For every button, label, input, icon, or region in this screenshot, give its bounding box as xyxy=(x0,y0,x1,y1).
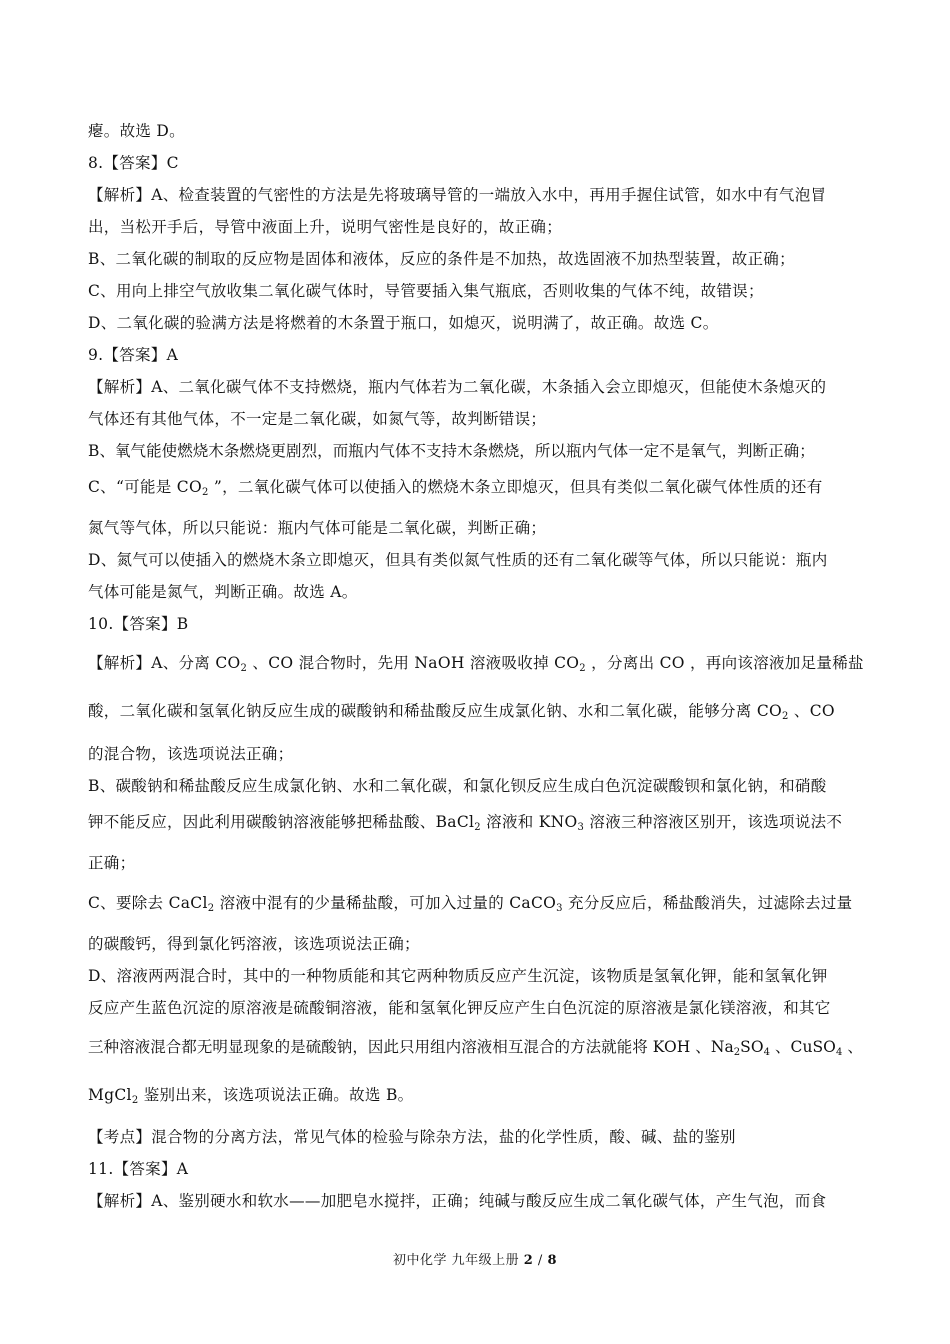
text-line: 瘪。故选 D。 xyxy=(88,122,185,140)
answer-heading-11: 11.【答案】A xyxy=(88,1160,189,1178)
page-footer xyxy=(0,1249,950,1268)
text-line: C、用向上排空气放收集二氧化碳气体时，导管要插入集气瓶底，否则收集的气体不纯，故错误； xyxy=(88,282,764,300)
text-line: C、“可能是 $CO_2$ ”，二氧化碳气体可以使插入的燃烧木条立即熄灭，但具有类似二氧化碳气体性质的还有 xyxy=(88,478,823,498)
footer-subject: 初中化学 九年级上册 xyxy=(392,1253,524,1268)
footer-page-separator: / xyxy=(533,1253,548,1268)
text-line: 气体还有其他气体，不一定是二氧化碳，如氮气等，故判断错误； xyxy=(88,410,547,428)
text-line: 【解析】A、鉴别硬水和软水——加肥皂水搅拌，正确；纯碱与酸反应生成二氧化碳气体，产生气泡，而食 xyxy=(88,1192,827,1210)
text-line: 【解析】A、分离 $CO_2$ 、CO 混合物时，先用 NaOH 溶液吸收掉 $CO_2$ ，分离出 CO ，再向该溶液加足量稀盐 xyxy=(88,654,864,674)
text-line: B、碳酸钠和稀盐酸反应生成氯化钠、水和二氧化碳，和氯化钡反应生成白色沉淀碳酸钡和氯化钠，和硝酸 xyxy=(88,777,827,795)
text-line: MgCl$_2$ 鉴别出来，该选项说法正确。故选 B。 xyxy=(88,1086,414,1106)
text-line: D、溶液两两混合时，其中的一种物质能和其它两种物质反应产生沉淀，该物质是氢氧化钾，能和氢氧化钾 xyxy=(88,967,828,985)
text-line: D、氮气可以使插入的燃烧木条立即熄灭，但具有类似氮气性质的还有二氧化碳等气体，所以只能说：瓶内 xyxy=(88,551,828,569)
text-line: 钾不能反应，因此利用碳酸钠溶液能够把稀盐酸、BaCl$_2$ 溶液和 $KNO_3$ 溶液三种溶液区别开，该选项说法不 xyxy=(88,813,843,833)
text-line: D、二氧化碳的验满方法是将燃着的木条置于瓶口，如熄灭，说明满了，故正确。故选 C。 xyxy=(88,314,719,332)
footer-page-total: 8 xyxy=(547,1253,557,1268)
answer-heading-10: 10.【答案】B xyxy=(88,615,189,633)
text-line: B、二氧化碳的制取的反应物是固体和液体，反应的条件是不加热，故选固液不加热型装置，故正确； xyxy=(88,250,795,268)
text-line: 的混合物，该选项说法正确； xyxy=(88,745,294,763)
text-line: 的碳酸钙，得到氯化钙溶液，该选项说法正确； xyxy=(88,935,420,953)
text-line: 正确； xyxy=(88,854,136,872)
footer-page-current: 2 xyxy=(523,1253,534,1268)
answer-heading-8: 8.【答案】C xyxy=(88,154,179,172)
text-line: 三种溶液混合都无明显现象的是硫酸钠，因此只用组内溶液相互混合的方法就能将 KOH 、$Na_2SO_4$ 、CuSO$_4$ 、 xyxy=(88,1038,863,1058)
text-line: B、氧气能使燃烧木条燃烧更剧烈，而瓶内气体不支持木条燃烧，所以瓶内气体一定不是氧气，判断正确； xyxy=(88,442,815,460)
text-line: 氮气等气体，所以只能说：瓶内气体可能是二氧化碳，判断正确； xyxy=(88,519,547,537)
text-line: 气体可能是氮气，判断正确。故选 A。 xyxy=(88,583,358,601)
text-line: C、要除去 CaCl$_2$ 溶液中混有的少量稀盐酸，可加入过量的 CaCO$_3$ 充分反应后，稀盐酸消失，过滤除去过量 xyxy=(88,894,853,914)
text-line: 【解析】A、检查装置的气密性的方法是先将玻璃导管的一端放入水中，再用手握住试管，如水中有气泡冒 xyxy=(88,186,827,204)
text-line: 反应产生蓝色沉淀的原溶液是硫酸铜溶液，能和氢氧化钾反应产生白色沉淀的原溶液是氯化镁溶液，和其它 xyxy=(88,999,831,1017)
text-line: 出，当松开手后，导管中液面上升，说明气密性是良好的，故正确； xyxy=(88,218,563,236)
topic-line: 【考点】混合物的分离方法，常见气体的检验与除杂方法，盐的化学性质，酸、碱、盐的鉴别 xyxy=(88,1128,736,1146)
answer-heading-9: 9.【答案】A xyxy=(88,346,179,364)
text-line: 【解析】A、二氧化碳气体不支持燃烧，瓶内气体若为二氧化碳，木条插入会立即熄灭，但能使木条熄灭的 xyxy=(88,378,827,396)
text-line: 酸，二氧化碳和氢氧化钠反应生成的碳酸钠和稀盐酸反应生成氯化钠、水和二氧化碳，能够分离 $CO_2$ 、CO xyxy=(88,702,835,722)
